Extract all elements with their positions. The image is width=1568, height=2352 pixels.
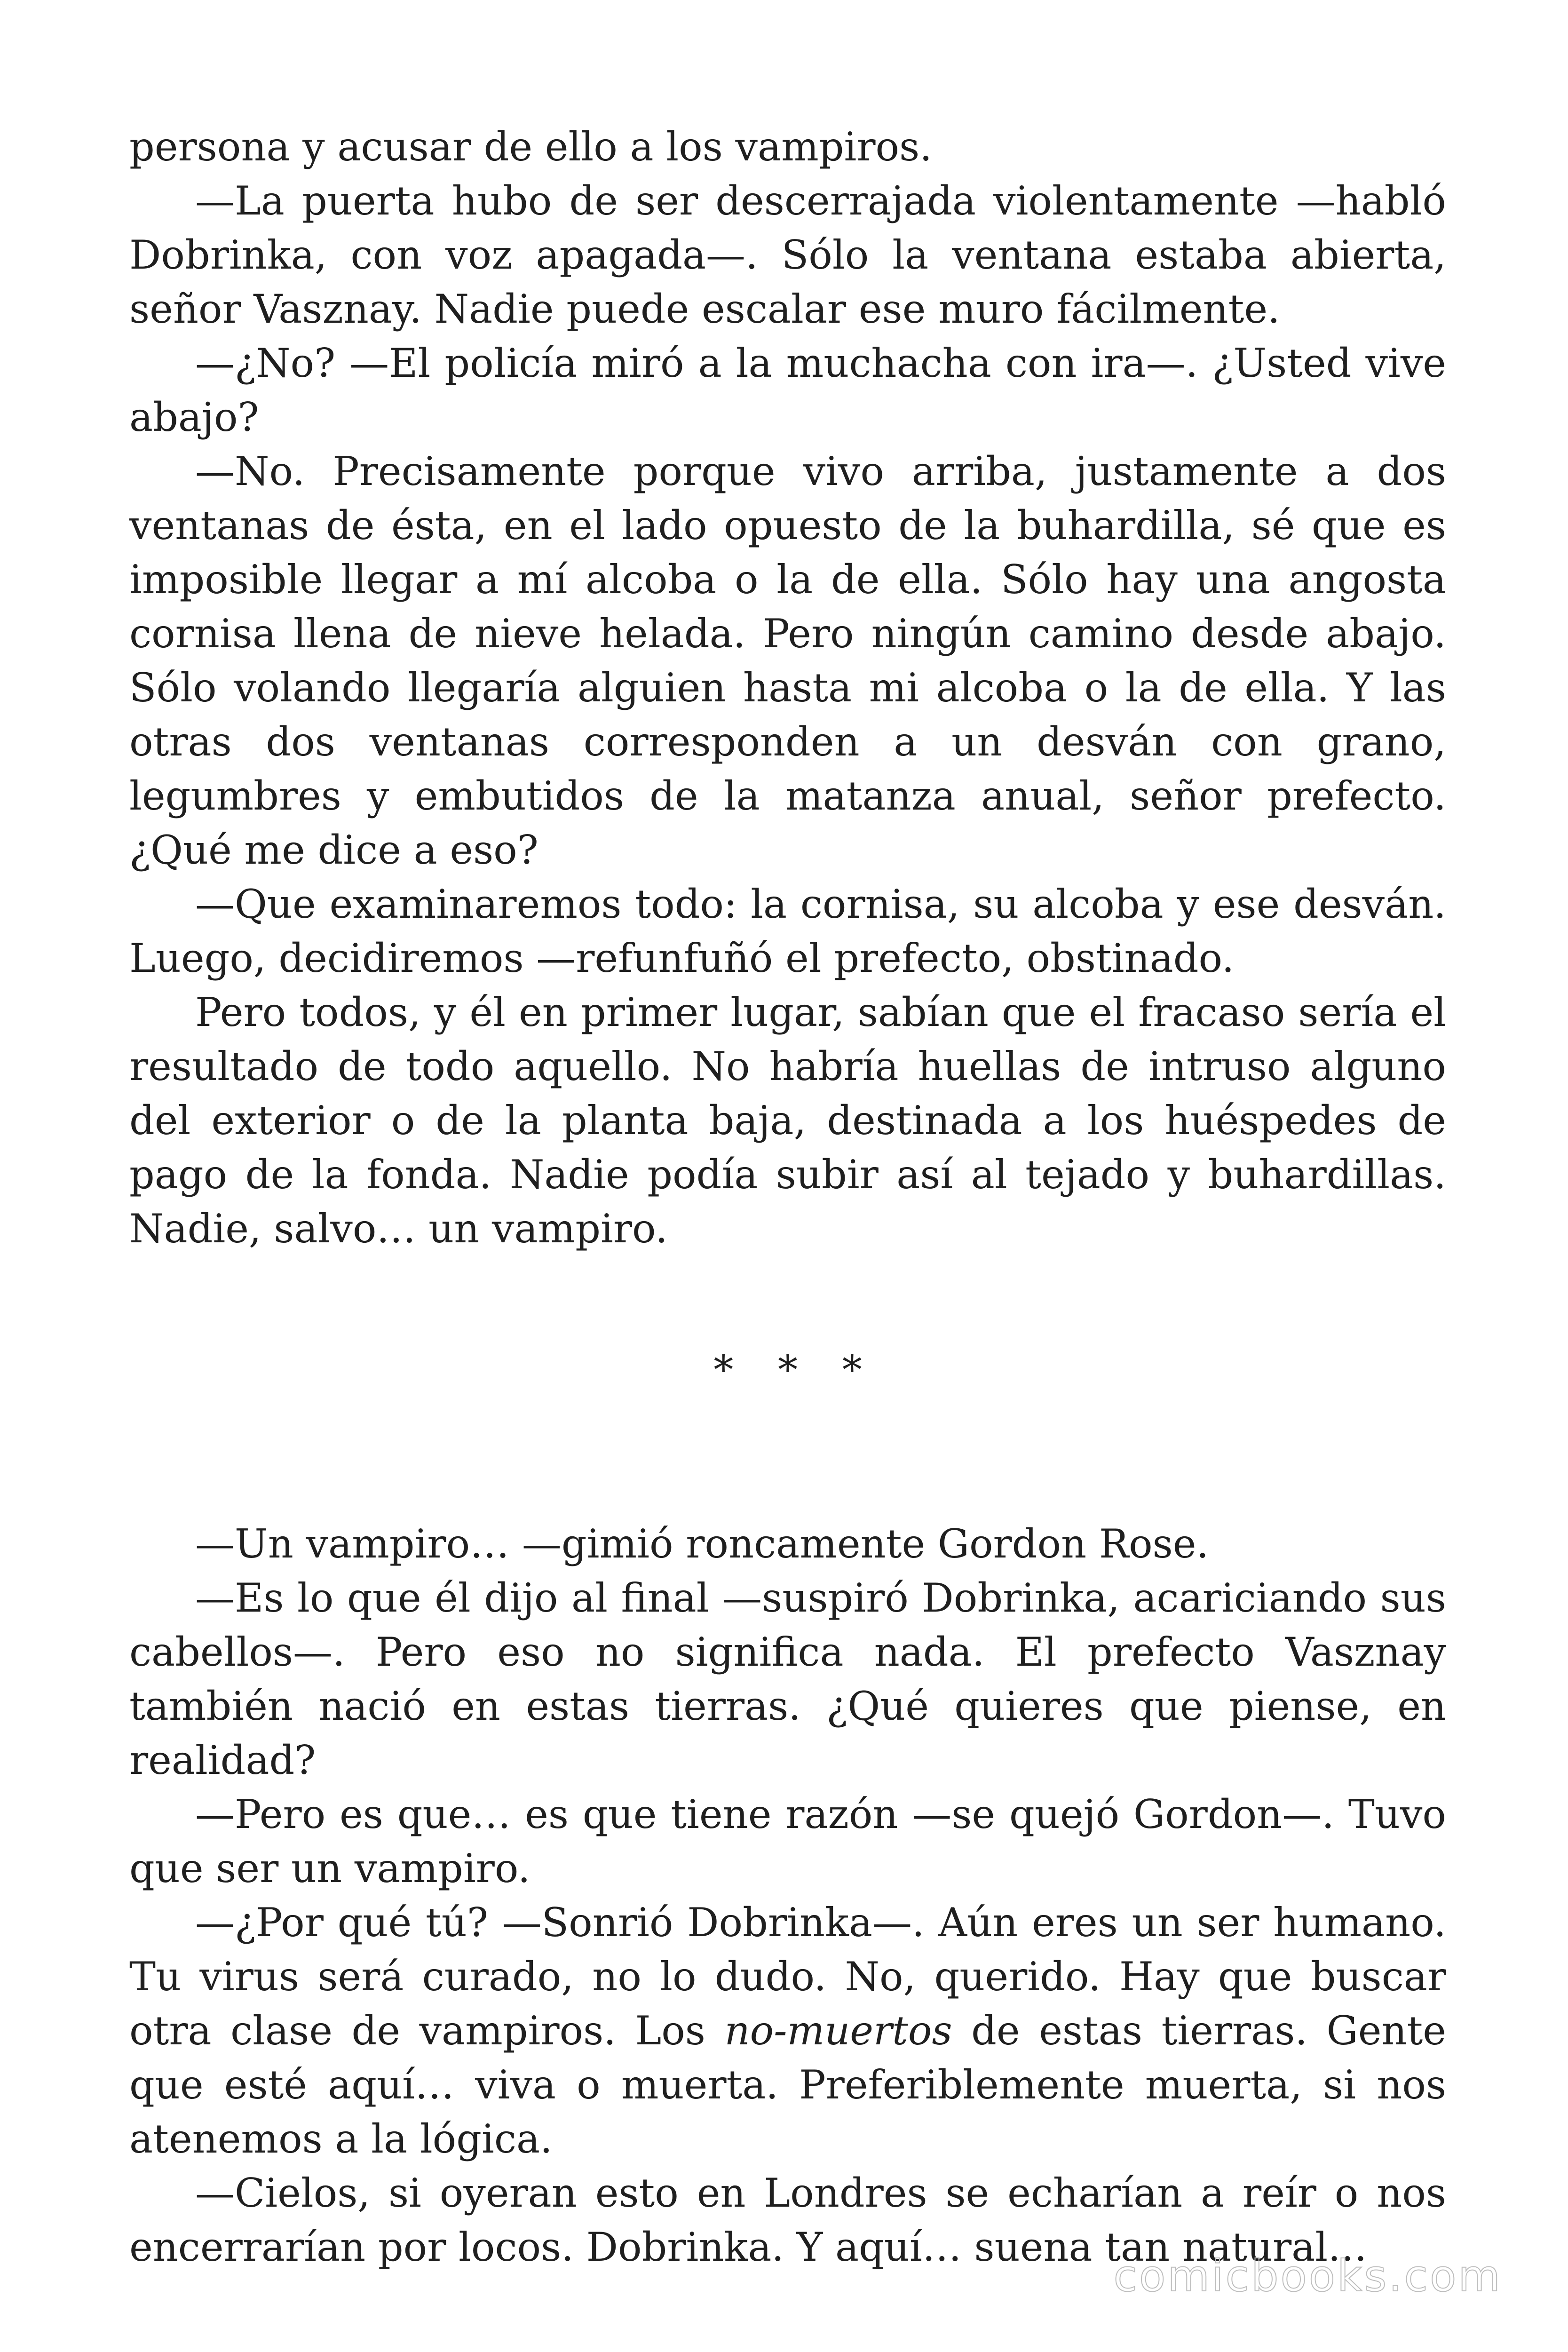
paragraph-text: de estas tierras. Gente que esté aquí… viva o muerta. Preferiblemente muerta, si nos atenemos a la lógica. xyxy=(129,2008,1446,2162)
watermark: comicbooks.com xyxy=(1113,2251,1502,2301)
paragraph: —No. Precisamente porque vivo arriba, justamente a dos ventanas de ésta, en el lado opuesto de la buhardilla, sé que es imposible llegar a mí alcoba o la de ella. Sólo hay una angosta cornisa llena de nieve helada. Pero ningún camino desde abajo. Sólo volando llegaría alguien hasta mi alcoba o la de ella. Y las otras dos ventanas corresponden a un desván con grano, legumbres y embutidos de la matanza anual, señor prefecto. ¿Qué me dice a eso? xyxy=(129,448,1446,873)
book-page xyxy=(129,120,1446,2274)
section-break: * * * xyxy=(713,1347,878,1393)
paragraph: —Pero es que… es que tiene razón —se quejó Gordon—. Tuvo que ser un vampiro. xyxy=(129,1791,1446,1891)
paragraph: —¿No? —El policía miró a la muchacha con ira—. ¿Usted vive abajo? xyxy=(129,340,1446,440)
paragraph: persona y acusar de ello a los vampiros. xyxy=(129,124,932,170)
paragraph: Pero todos, y él en primer lugar, sabían que el fracaso sería el resultado de todo aquello. No habría huellas de intruso alguno del exterior o de la planta baja, destinada a los huéspedes de pago de la fonda. Nadie podía subir así al tejado y buhardillas. Nadie, salvo… un vampiro. xyxy=(129,989,1446,1252)
paragraph: —Que examinaremos todo: la cornisa, su alcoba y ese desván. Luego, decidiremos —refunfuñó el prefecto, obstinado. xyxy=(129,881,1446,981)
paragraph: —Un vampiro… —gimió roncamente Gordon Rose. xyxy=(195,1521,1209,1567)
paragraph xyxy=(129,1896,1446,2166)
paragraph-text: —¿Por qué tú? —Sonrió Dobrinka—. Aún eres un ser humano. Tu virus será curado, no lo dudo. No, querido. Hay que buscar otra clase de vampiros. Los xyxy=(129,1899,1446,2054)
paragraph: —Cielos, si oyeran esto en Londres se echarían a reír o nos encerrarían por locos. Dobrinka. Y aquí… suena tan natural… xyxy=(129,2170,1446,2270)
paragraph: —Es lo que él dijo al final —suspiró Dobrinka, acariciando sus cabellos—. Pero eso no significa nada. El prefecto Vasznay también nació en estas tierras. ¿Qué quieres que piense, en realidad? xyxy=(129,1575,1446,1783)
paragraph: —La puerta hubo de ser descerrajada violentamente —habló Dobrinka, con voz apagada—. Sólo la ventana estaba abierta, señor Vasznay. Nadie puede escalar ese muro fácilmente. xyxy=(129,178,1446,332)
italic-term: no-muertos xyxy=(724,2008,952,2054)
